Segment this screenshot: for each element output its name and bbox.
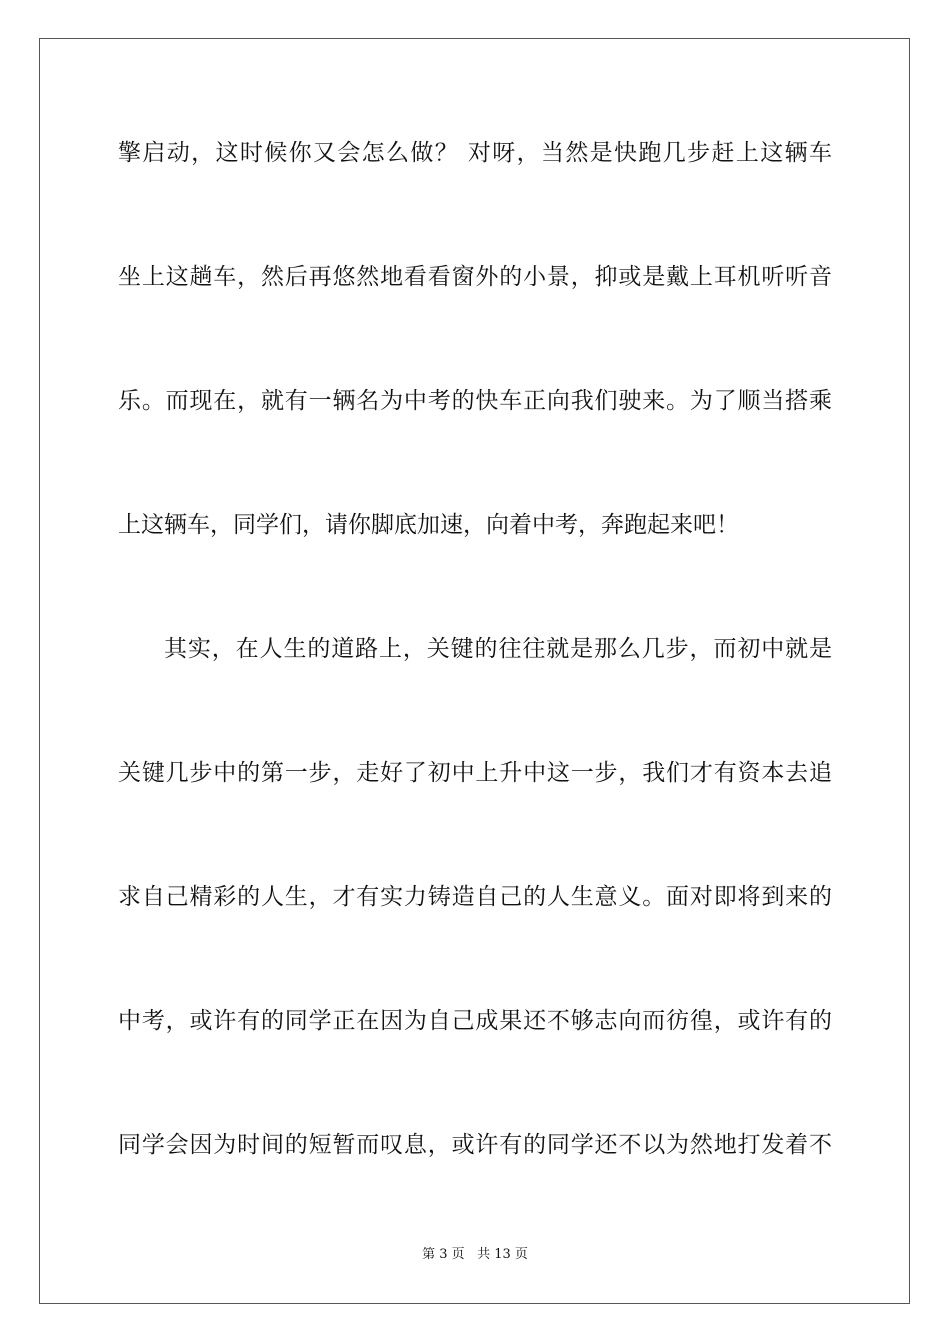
paragraph-first-line: 其实，在人生的道路上，关键的往往就是那么几步，而初中就是 (164, 636, 832, 662)
page-number: 第 3 页 (422, 1247, 465, 1262)
page-border (39, 38, 910, 1304)
text-line: 求自己精彩的人生，才有实力铸造自己的人生意义。面对即将到来的 (118, 884, 832, 910)
text-line: 坐上这趟车，然后再悠然地看看窗外的小景，抑或是戴上耳机听听音 (118, 264, 832, 290)
text-line: 关键几步中的第一步，走好了初中上升中这一步，我们才有资本去追 (118, 760, 832, 786)
text-line: 中考，或许有的同学正在因为自己成果还不够志向而彷徨，或许有的 (118, 1008, 832, 1034)
text-line: 擎启动，这时候你又会怎么做？ 对呀，当然是快跑几步赶上这辆车 (118, 140, 832, 166)
text-line: 同学会因为时间的短暂而叹息，或许有的同学还不以为然地打发着不 (118, 1132, 832, 1158)
text-line: 上这辆车，同学们，请你脚底加速，向着中考，奔跑起来吧！ (118, 512, 739, 538)
text-line: 乐。而现在，就有一辆名为中考的快车正向我们驶来。为了顺当搭乘 (118, 388, 832, 414)
page-footer (0, 1247, 950, 1263)
total-pages: 共 13 页 (477, 1247, 528, 1262)
